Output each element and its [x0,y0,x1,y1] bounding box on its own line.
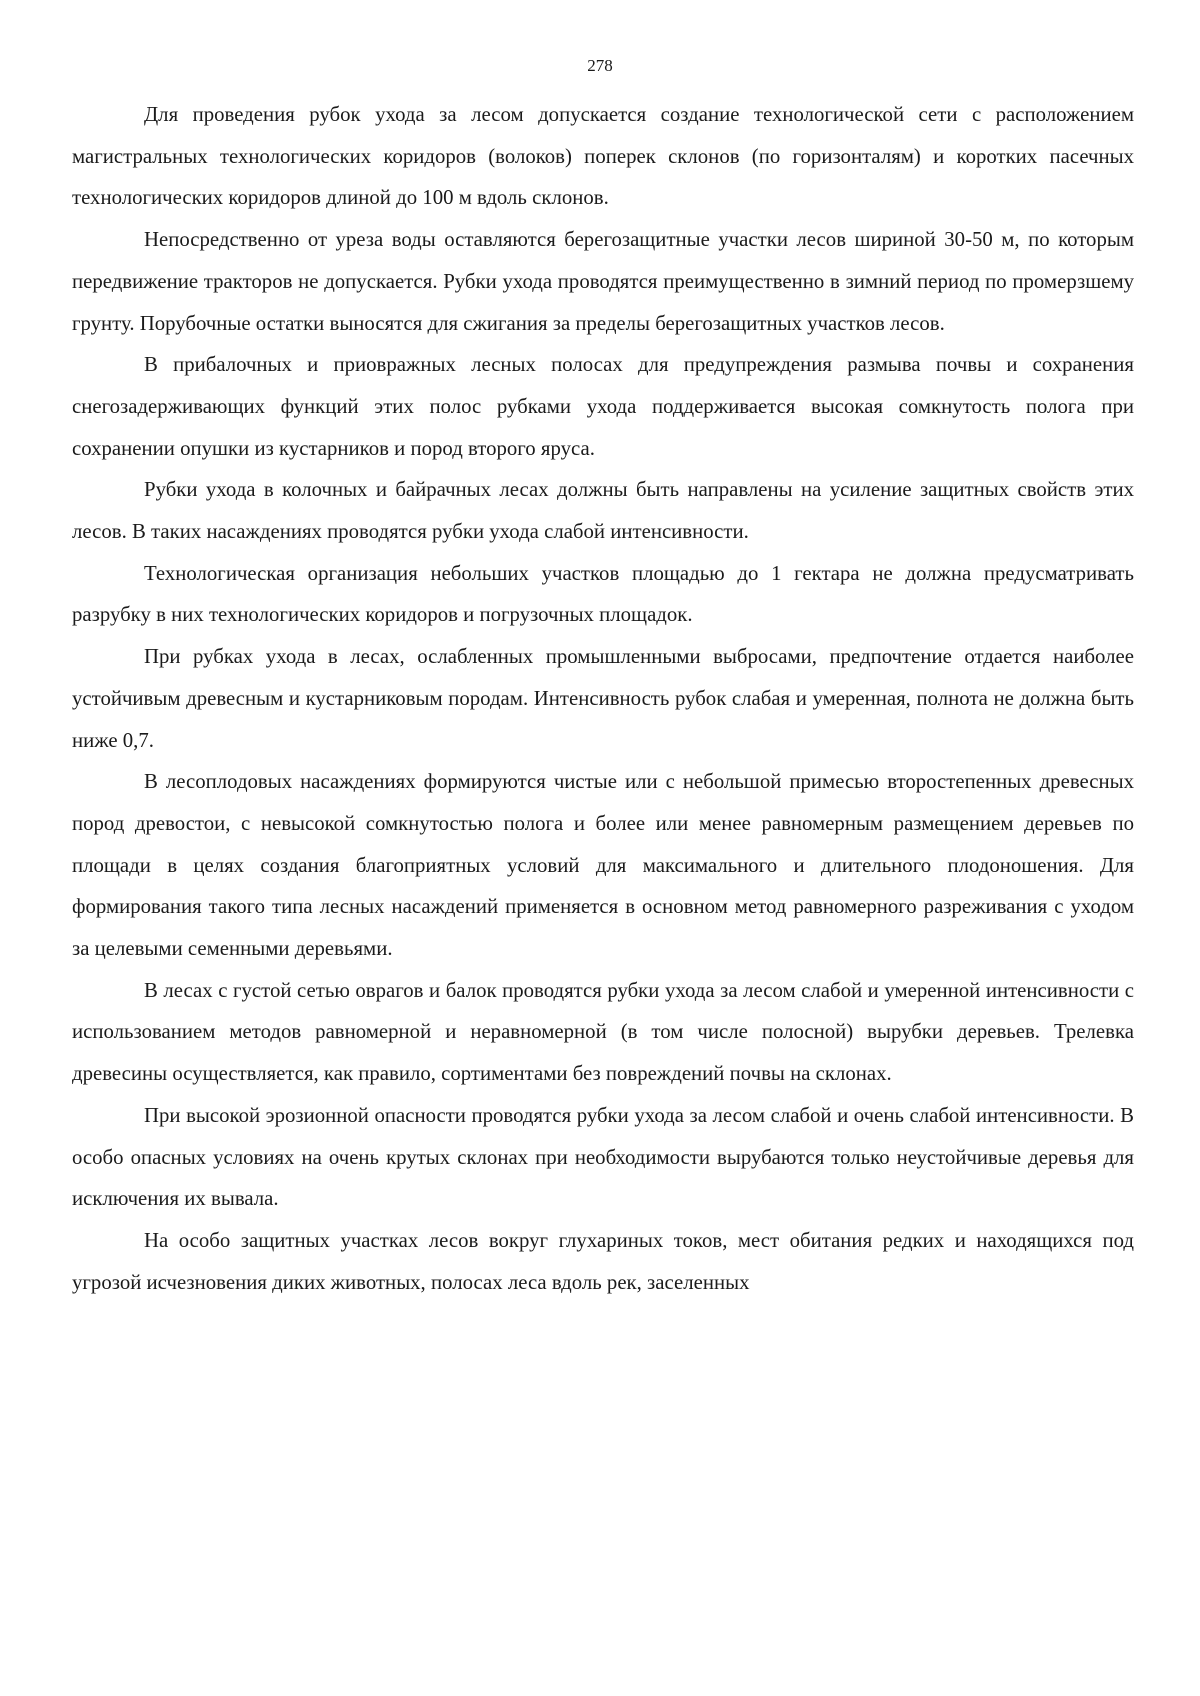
page-number: 278 [587,56,613,75]
paragraph: Технологическая организация небольших участков площадью до 1 гектара не должна предусматривать разрубку в них технологических коридоров и погрузочных площадок. [72,561,1134,627]
paragraph: Рубки ухода в колочных и байрачных лесах должны быть направлены на усиление защитных свойств этих лесов. В таких насаждениях проводятся рубки ухода слабой интенсивности. [72,478,1134,544]
paragraph: При рубках ухода в лесах, ослабленных промышленными выбросами, предпочтение отдается наиболее устойчивым древесным и кустарниковым породам. Интенсивность рубок слабая и умеренная, полнота не должна быть ниже 0,7. [72,645,1134,752]
paragraph: В лесах с густой сетью оврагов и балок проводятся рубки ухода за лесом слабой и умеренной интенсивности с использованием методов равномерной и неравномерной (в том числе полосной) вырубки деревьев. Трелевка древесины осуществляется, как правило, сортиментами без повреждений почвы на склонах. [72,978,1134,1086]
body-text [72,94,1134,1303]
paragraph: В прибалочных и приовражных лесных полосах для предупреждения размыва почвы и сохранения снегозадерживающих функций этих полос рубками ухода поддерживается высокая сомкнутость полога при сохранении опушки из кустарников и пород второго яруса. [72,353,1134,460]
paragraph: При высокой эрозионной опасности проводятся рубки ухода за лесом слабой и очень слабой интенсивности. В особо опасных условиях на очень крутых склонах при необходимости вырубаются только неустойчивые деревья для исключения их вывала. [72,1103,1134,1211]
paragraph: Для проведения рубок ухода за лесом допускается создание технологической сети с расположением магистральных технологических коридоров (волоков) поперек склонов (по горизонталям) и коротких пасечных технологических коридоров длиной до 100 м вдоль склонов. [72,103,1134,210]
paragraph: Непосредственно от уреза воды оставляются берегозащитные участки лесов шириной 30-50 м, по которым передвижение тракторов не допускается. Рубки ухода проводятся преимущественно в зимний период по промерзшему грунту. Порубочные остатки выносятся для сжигания за пределы берегозащитных участков лесов. [72,228,1134,335]
paragraph: На особо защитных участках лесов вокруг глухариных токов, мест обитания редких и находящихся под угрозой исчезновения диких животных, полосах леса вдоль рек, заселенных [72,1228,1134,1294]
paragraph: В лесоплодовых насаждениях формируются чистые или с небольшой примесью второстепенных древесных пород древостои, с невысокой сомкнутостью полога и более или менее равномерным размещением деревьев по площади в целях создания благоприятных условий для максимального и длительного плодоношения. Для формирования такого типа лесных насаждений применяется в основном метод равномерного разреживания с уходом за целевыми семенными деревьями. [72,770,1134,961]
